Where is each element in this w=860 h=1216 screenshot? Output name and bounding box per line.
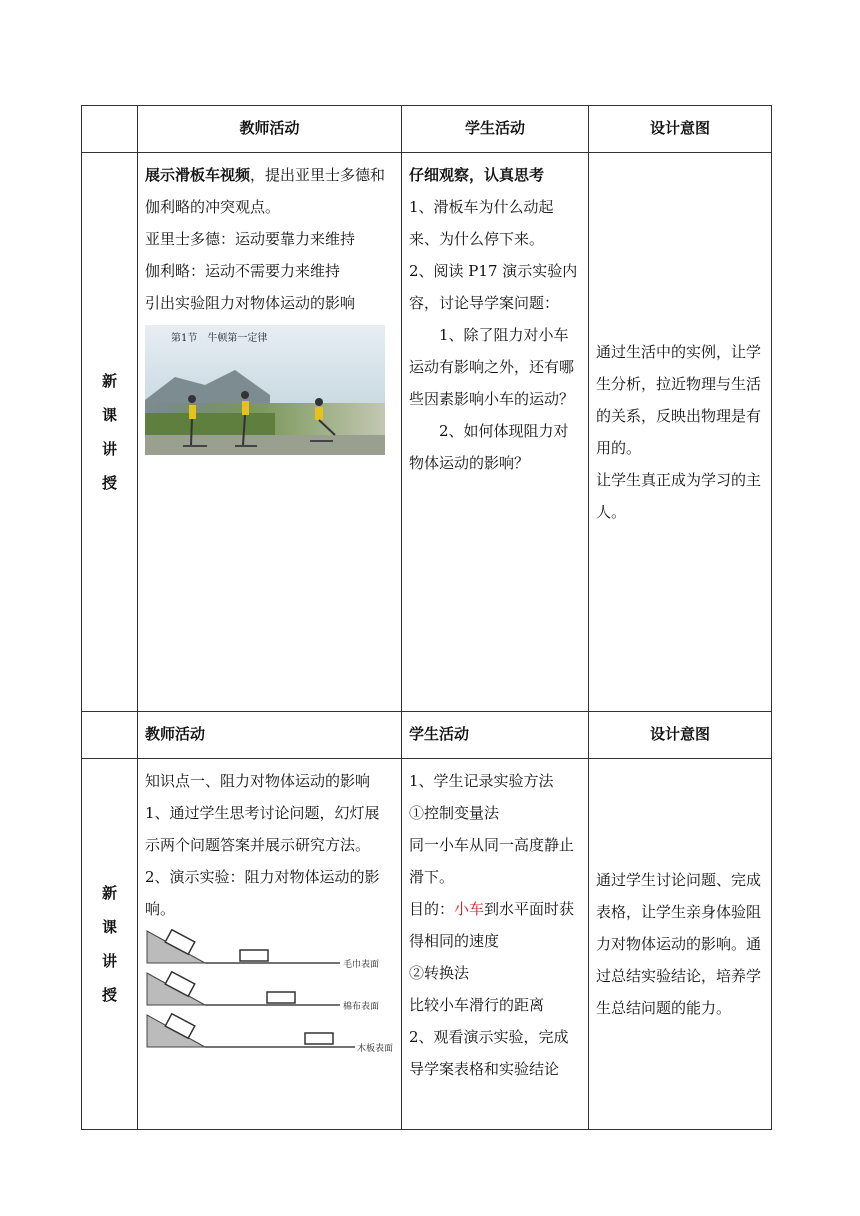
header-blank xyxy=(82,106,138,153)
header-design: 设计意图 xyxy=(589,106,772,153)
row2-student-line: 2、观看演示实验，完成导学案表格和实验结论 xyxy=(409,1028,569,1078)
row1-student-line: 1、滑板车为什么动起来、为什么停下来。 xyxy=(409,198,554,248)
row1-student-question: 1、除了阻力对小车运动有影响之外，还有哪些因素影响小车的运动？ xyxy=(409,326,575,408)
ramp-experiment-diagram xyxy=(145,929,401,1057)
svg-text:木板表面: 木板表面 xyxy=(357,1044,394,1054)
row2-design-text: 通过学生讨论问题、完成表格，让学生亲身体验阻力对物体运动的影响。通过总结实验结论，培养学生总结问题的能力。 xyxy=(596,871,762,1017)
row2-student-cell xyxy=(402,759,589,1130)
row2-teacher-line: 2、演示实验：阻力对物体运动的影响。 xyxy=(145,868,380,918)
row1-teacher-line: 引出实验阻力对物体运动的影响 xyxy=(145,294,356,312)
row-1 xyxy=(82,153,772,712)
row2-design-cell xyxy=(589,759,772,1130)
header-student: 学生活动 xyxy=(402,106,589,153)
header-blank xyxy=(82,712,138,759)
row2-side-label: 新 课 讲 授 xyxy=(82,759,138,1130)
row2-teacher-line: 1、通过学生思考讨论问题，幻灯展示两个问题答案并展示研究方法。 xyxy=(145,804,380,854)
scooter-video-image xyxy=(145,325,385,455)
row2-teacher-line: 知识点一、阻力对物体运动的影响 xyxy=(145,772,371,790)
row1-teacher-line: 伽利略：运动不需要力来维持 xyxy=(145,262,341,280)
header-design: 设计意图 xyxy=(589,712,772,759)
row1-design-line: 通过生活中的实例，让学生分析，拉近物理与生活的关系，反映出物理是有用的。 xyxy=(596,343,762,457)
svg-text:毛巾表面: 毛巾表面 xyxy=(343,960,380,970)
row2-student-line: 比较小车滑行的距离 xyxy=(409,996,545,1014)
row1-teacher-intro: 展示滑板车视频，提出亚里士多德和伽利略的冲突观点。 xyxy=(145,166,386,216)
header-row-2 xyxy=(82,712,772,759)
row1-design-cell xyxy=(589,153,772,712)
row1-student-heading: 仔细观察，认真思考 xyxy=(409,166,545,184)
row2-student-line: 1、学生记录实验方法 xyxy=(409,772,554,790)
row1-teacher-line: 亚里士多德：运动要靠力来维持 xyxy=(145,230,356,248)
header-student: 学生活动 xyxy=(402,712,589,759)
svg-text:第1节 牛顿第一定律: 第1节 牛顿第一定律 xyxy=(171,333,268,344)
svg-text:棉布表面: 棉布表面 xyxy=(343,1002,380,1012)
header-row-1 xyxy=(82,106,772,153)
header-teacher: 教师活动 xyxy=(138,106,402,153)
lesson-plan-table xyxy=(81,105,772,1130)
row2-student-line: ①控制变量法 xyxy=(409,804,500,822)
row2-student-goal: 目的：小车到水平面时获得相同的速度 xyxy=(409,900,575,950)
row1-design-line: 让学生真正成为学习的主人。 xyxy=(596,471,762,521)
row2-student-line: 同一小车从同一高度静止滑下。 xyxy=(409,836,575,886)
row1-side-label: 新 课 讲 授 xyxy=(82,153,138,712)
header-teacher: 教师活动 xyxy=(138,712,402,759)
row1-student-question: 2、如何体现阻力对物体运动的影响？ xyxy=(409,422,569,472)
row2-student-line: ②转换法 xyxy=(409,964,470,982)
row2-teacher-cell xyxy=(138,759,402,1130)
row1-student-cell xyxy=(402,153,589,712)
row1-student-line: 2、阅读 P17 演示实验内容，讨论导学案问题： xyxy=(409,262,578,312)
row1-teacher-cell xyxy=(138,153,402,712)
row-2 xyxy=(82,759,772,1130)
